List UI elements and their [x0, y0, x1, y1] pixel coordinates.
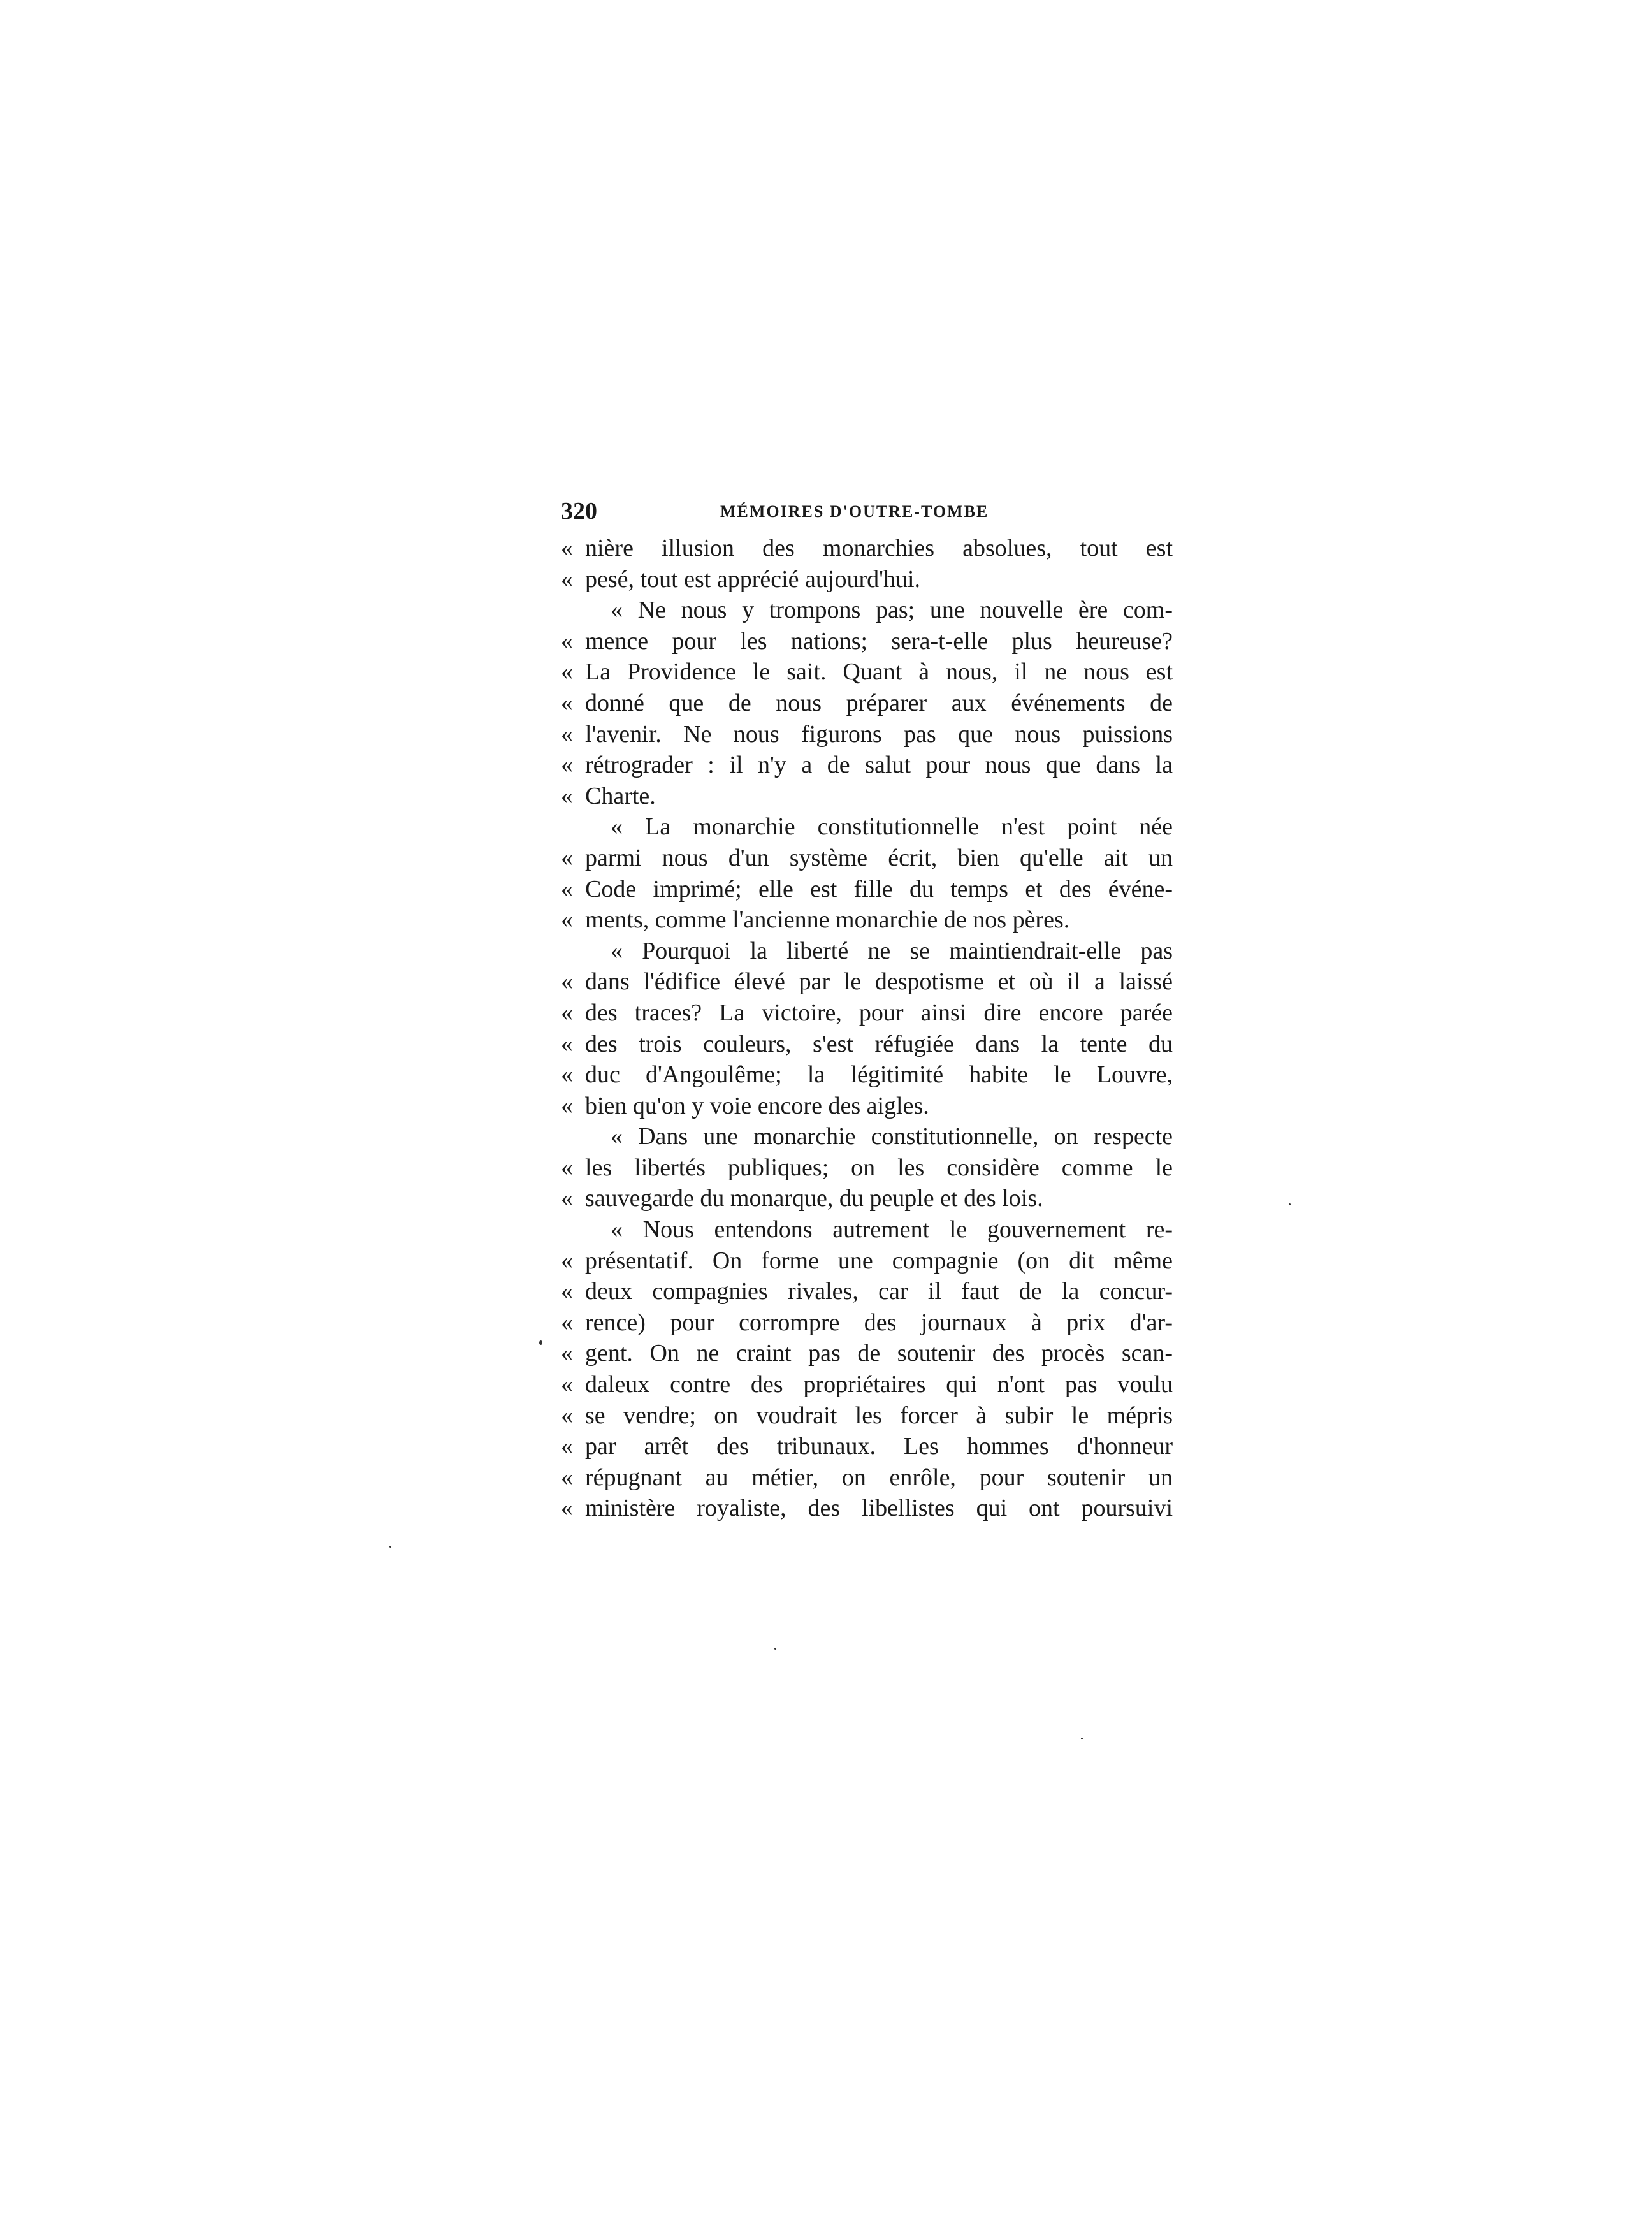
quote-mark: «: [561, 1061, 573, 1089]
text-line: [561, 719, 1173, 750]
quote-mark: «: [561, 968, 573, 996]
line-text: sauvegarde du monarque, du peuple et des lois.: [585, 1185, 1043, 1212]
text-line: [561, 1338, 1173, 1369]
text-line: [561, 688, 1173, 719]
line-text: Code imprimé; elle est fille du temps et des événe-: [585, 875, 1173, 903]
quote-mark: «: [561, 906, 573, 934]
text-line: [561, 843, 1173, 874]
text-line: [561, 874, 1173, 905]
line-text: « Pourquoi la liberté ne se maintiendrait-elle pas: [611, 937, 1173, 964]
line-text: ministère royaliste, des libellistes qui ont poursuivi: [585, 1495, 1173, 1522]
line-text: « Dans une monarchie constitutionnelle, on respecte: [611, 1123, 1173, 1151]
line-text: deux compagnies rivales, car il faut de la concur-: [585, 1278, 1173, 1305]
text-line: [561, 811, 1173, 843]
text-line: [561, 750, 1173, 781]
scan-speck: [774, 1648, 776, 1650]
text-line: [561, 1369, 1173, 1400]
scan-speck: [389, 1546, 391, 1548]
quote-mark: «: [561, 1495, 573, 1522]
quote-mark: «: [561, 689, 573, 716]
text-line: [561, 1400, 1173, 1432]
line-text: se vendre; on voudrait les forcer à subir le mépris: [585, 1402, 1173, 1429]
line-text: donné que de nous préparer aux événements de: [585, 689, 1173, 716]
text-line: [561, 1121, 1173, 1152]
line-text: mence pour les nations; sera-t-elle plus heureuse?: [585, 627, 1173, 655]
quote-mark: «: [561, 535, 573, 562]
quote-mark: «: [561, 1433, 573, 1460]
page-number: 320: [561, 498, 597, 525]
line-text: des traces? La victoire, pour ainsi dire encore parée: [585, 999, 1173, 1026]
line-text: « Nous entendons autrement le gouvernement re-: [611, 1216, 1173, 1244]
text-line: [561, 1214, 1173, 1245]
quote-mark: «: [561, 999, 573, 1026]
line-text: rétrograder : il n'y a de salut pour nous que dans la: [585, 751, 1173, 779]
quote-mark: «: [561, 1278, 573, 1305]
quote-mark: «: [561, 1371, 573, 1398]
scan-speck: [1289, 1203, 1291, 1205]
quote-mark: «: [561, 751, 573, 779]
text-line: [561, 1059, 1173, 1091]
text-line: [561, 1276, 1173, 1307]
line-text: les libertés publiques; on les considère comme le: [585, 1154, 1173, 1181]
scan-speck: [539, 1340, 542, 1345]
line-text: duc d'Angoulême; la légitimité habite le Louvre,: [585, 1061, 1173, 1089]
text-line: [561, 1493, 1173, 1524]
quote-mark: «: [561, 844, 573, 871]
text-line: [561, 533, 1173, 564]
quote-mark: «: [561, 1185, 573, 1212]
quote-mark: «: [561, 1463, 573, 1491]
line-text: La Providence le sait. Quant à nous, il ne nous est: [585, 658, 1173, 686]
text-line: [561, 1091, 1173, 1122]
line-text: bien qu'on y voie encore des aigles.: [585, 1092, 929, 1119]
text-line: [561, 657, 1173, 688]
text-line: [561, 1029, 1173, 1060]
running-head: [561, 497, 1173, 535]
quote-mark: «: [561, 1340, 573, 1367]
line-text: présentatif. On forme une compagnie (on dit même: [585, 1247, 1173, 1274]
quote-mark: «: [561, 1402, 573, 1429]
line-text: pesé, tout est apprécié aujourd'hui.: [585, 565, 921, 593]
line-text: « La monarchie constitutionnelle n'est point née: [611, 813, 1173, 841]
quote-mark: «: [561, 1092, 573, 1119]
text-line: [561, 1152, 1173, 1184]
page-text-block: [561, 497, 1173, 1524]
line-text: daleux contre des propriétaires qui n'ont pas voulu: [585, 1371, 1173, 1398]
quote-mark: «: [561, 875, 573, 903]
quote-mark: «: [561, 782, 573, 809]
quote-mark: «: [561, 658, 573, 686]
quote-mark: «: [561, 720, 573, 748]
line-text: dans l'édifice élevé par le despotisme et où il a laissé: [585, 968, 1173, 996]
text-line: [561, 904, 1173, 936]
line-text: des trois couleurs, s'est réfugiée dans la tente du: [585, 1030, 1173, 1057]
text-line: [561, 1183, 1173, 1214]
text-line: [561, 1307, 1173, 1339]
text-line: [561, 1462, 1173, 1493]
quote-mark: «: [561, 565, 573, 593]
quote-mark: «: [561, 1154, 573, 1181]
line-text: répugnant au métier, on enrôle, pour soutenir un: [585, 1463, 1173, 1491]
text-line: [561, 1245, 1173, 1277]
quote-mark: «: [561, 1247, 573, 1274]
text-line: [561, 595, 1173, 626]
line-text: gent. On ne craint pas de soutenir des procès scan-: [585, 1340, 1173, 1367]
text-line: [561, 564, 1173, 595]
quote-mark: «: [561, 627, 573, 655]
scan-speck: [1081, 1738, 1083, 1739]
text-line: [561, 781, 1173, 812]
text-line: [561, 998, 1173, 1029]
text-line: [561, 626, 1173, 657]
line-text: parmi nous d'un système écrit, bien qu'elle ait un: [585, 844, 1173, 871]
line-text: Charte.: [585, 782, 656, 809]
quote-mark: «: [561, 1030, 573, 1057]
text-line: [561, 966, 1173, 998]
line-text: ments, comme l'ancienne monarchie de nos pères.: [585, 906, 1070, 934]
line-text: « Ne nous y trompons pas; une nouvelle ère com-: [611, 597, 1173, 624]
line-text: par arrêt des tribunaux. Les hommes d'honneur: [585, 1433, 1173, 1460]
text-line: [561, 1431, 1173, 1462]
quote-mark: «: [561, 1309, 573, 1336]
running-title: MÉMOIRES D'OUTRE-TOMBE: [720, 502, 989, 521]
text-line: [561, 936, 1173, 967]
text-body: [561, 533, 1173, 1524]
line-text: l'avenir. Ne nous figurons pas que nous puissions: [585, 720, 1173, 748]
line-text: nière illusion des monarchies absolues, tout est: [585, 535, 1173, 562]
line-text: rence) pour corrompre des journaux à prix d'ar-: [585, 1309, 1173, 1336]
